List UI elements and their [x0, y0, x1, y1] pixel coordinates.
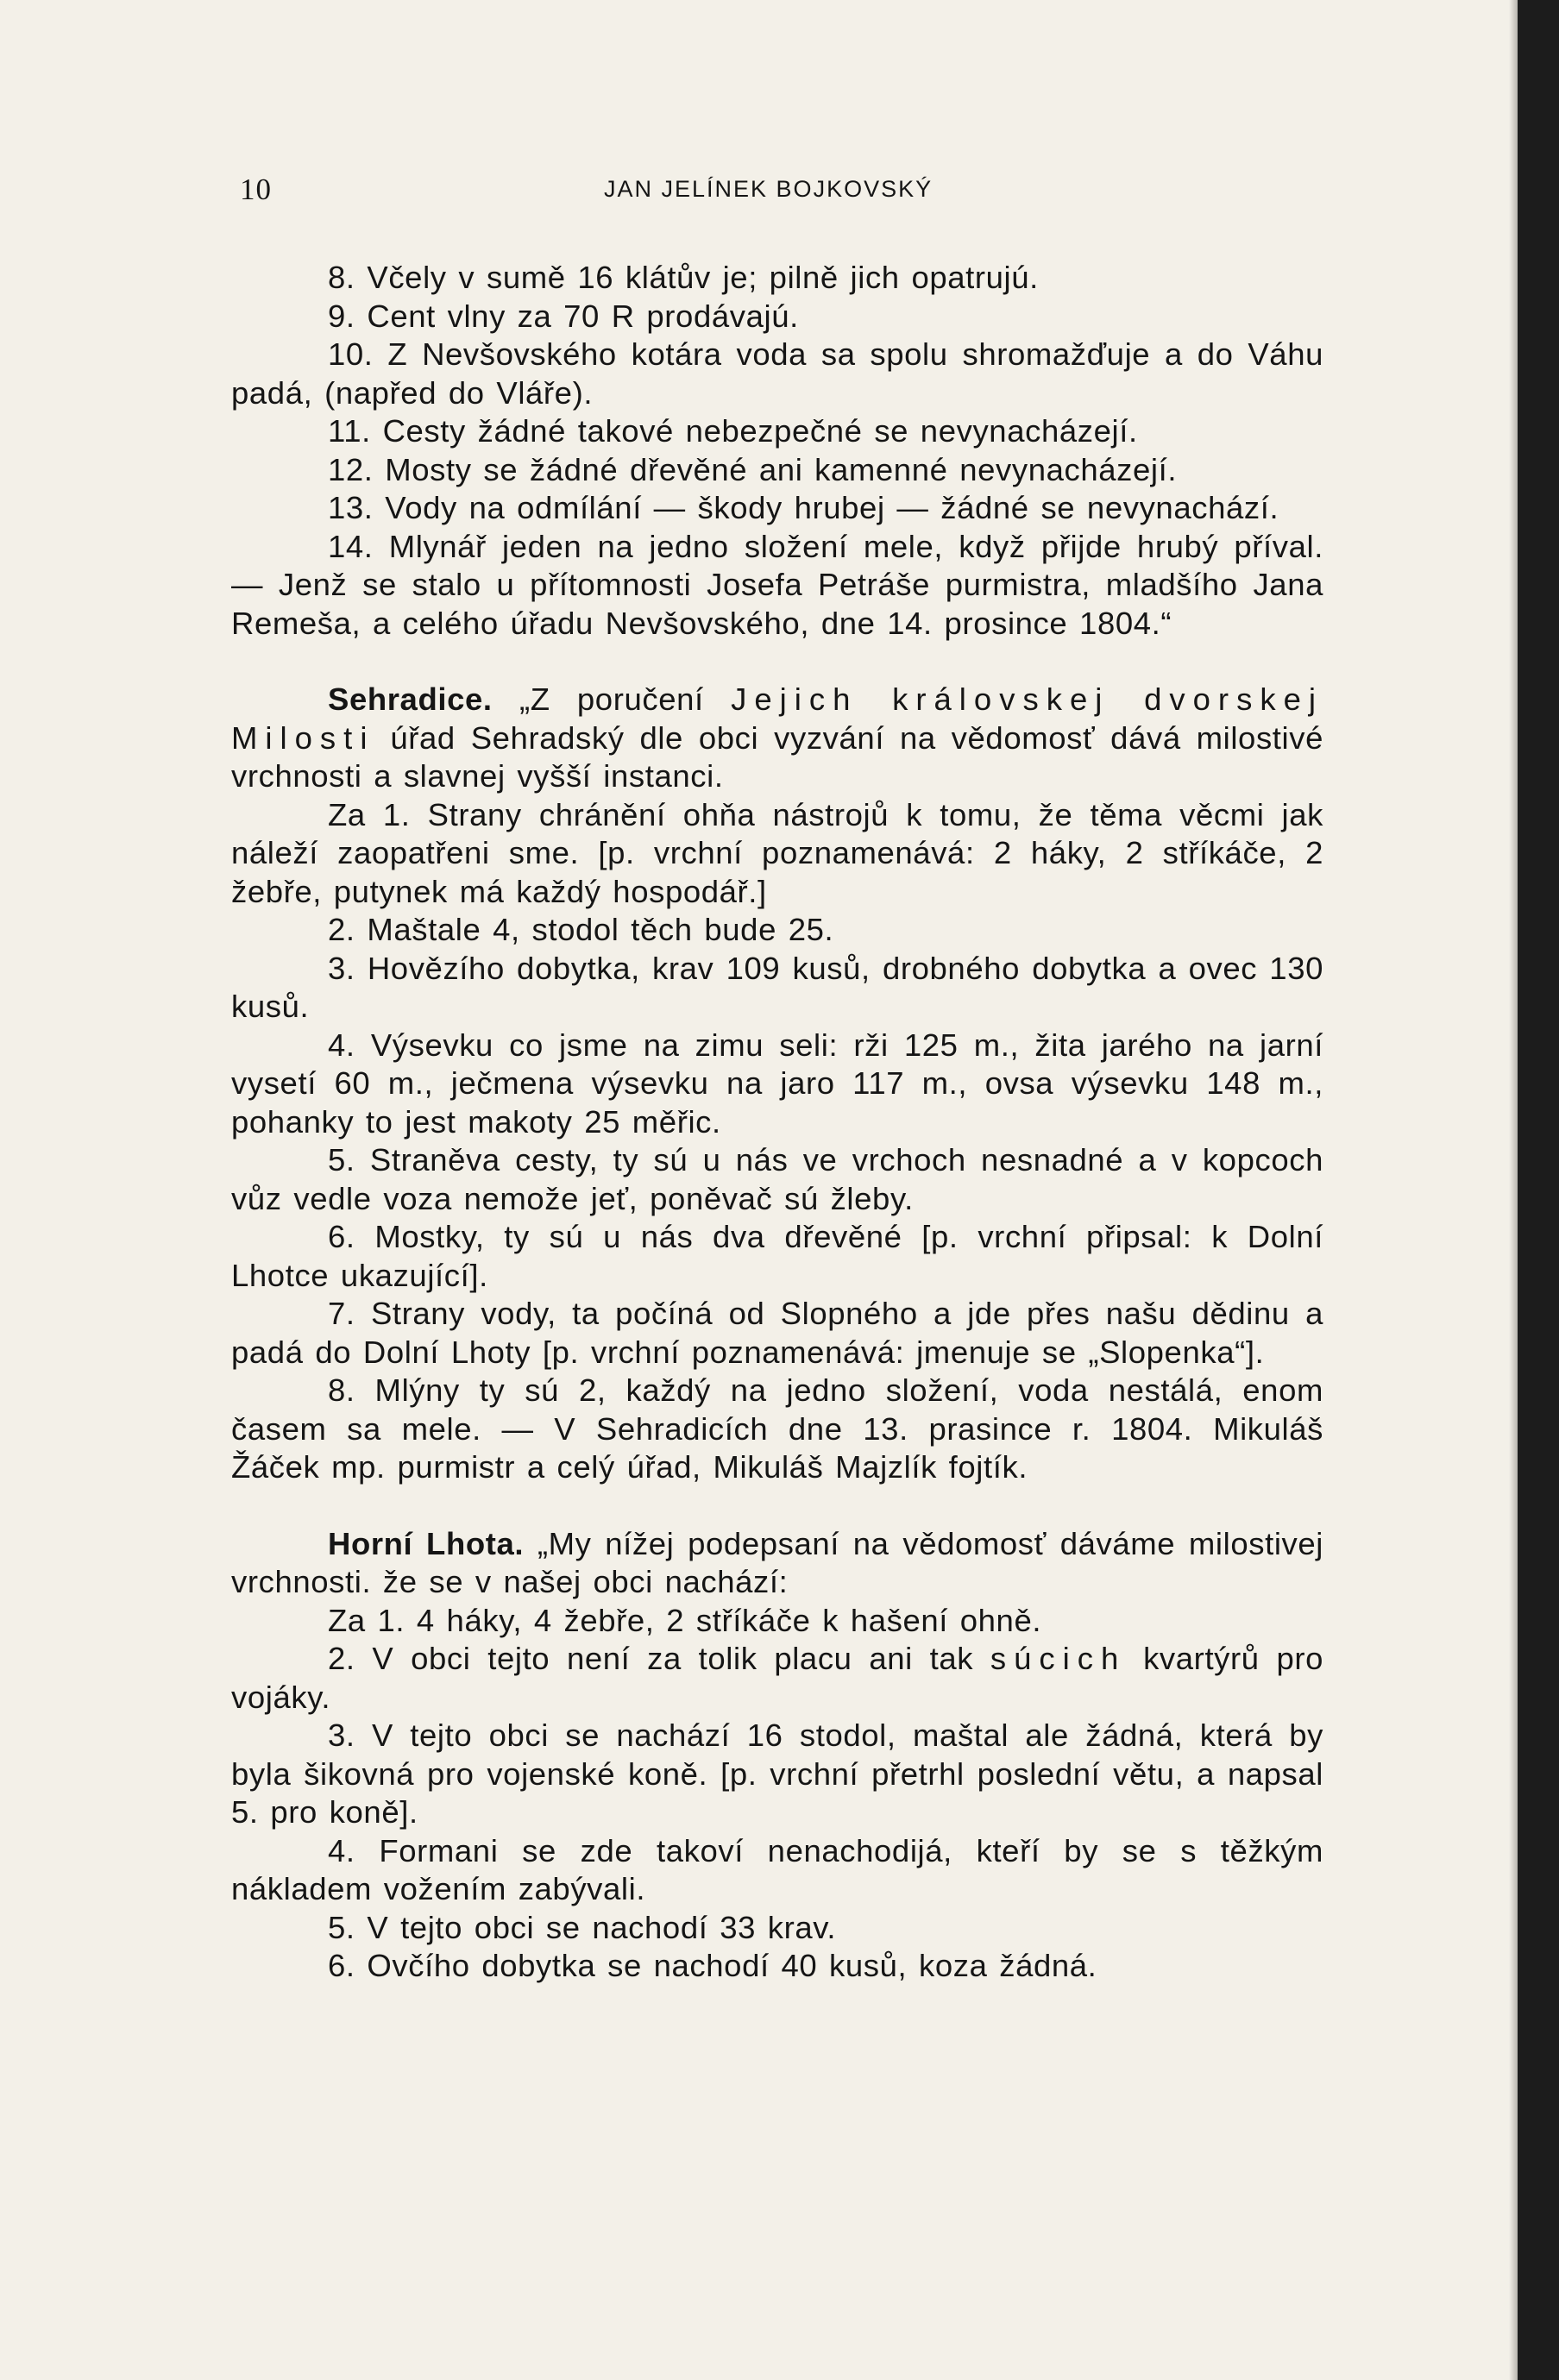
page-header: [0, 173, 1518, 216]
list-item: Za 1. Strany chránění ohňa nástrojů k tomu, že těma věcmi jak náleží zaopatřeni sme. [p. vrchní poznamenává: 2 háky, 2 stříkáče, 2 žebře, putynek má každý hospodář.]: [231, 796, 1323, 909]
list-item: 13. Vody na odmílání — škody hrubej — žádné se nevynachází.: [328, 490, 1279, 525]
list-item: 11. Cesty žádné takové nebezpečné se nevynacházejí.: [328, 413, 1138, 449]
list-item: 7. Strany vody, ta počíná od Slopného a jde přes našu dědinu a padá do Dolní Lhoty [p. vrchní poznamenává: jmenuje se „Slopenka“].: [231, 1296, 1323, 1370]
sehradice-intro-text-b: úřad Sehradský dle obci vyzvání na vědomosť dává milostivé vrchnosti a slavnej vyšší instanci.: [231, 719, 1323, 794]
section-heading-sehradice: Sehradice.: [328, 681, 493, 717]
list-item: 5. Straněva cesty, ty sú u nás ve vrchoch nesnadné a v kopcoch vůz vedle voza nemože jeť, poněvač sú žleby.: [231, 1142, 1323, 1216]
list-item: 2. Maštale 4, stodol těch bude 25.: [328, 912, 834, 947]
list-item: 8. Mlýny ty sú 2, každý na jedno složení, voda nestálá, enom časem sa mele. — V Sehradicích dne 13. prasince r. 1804. Mikuláš Žáček mp. purmistr a celý úřad, Mikuláš Majzlík fojtík.: [231, 1372, 1323, 1485]
list-item: 3. V tejto obci se nachází 16 stodol, maštal ale žádná, která by byla šikovná pro vojenské koně. [p. vrchní přetrhl poslední větu, a napsal 5. pro koně].: [231, 1717, 1323, 1830]
list-item: 6. Mostky, ty sú u nás dva dřevěné [p. vrchní připsal: k Dolní Lhotce ukazující].: [231, 1219, 1323, 1293]
horni-lhota-intro-text: „My nížej podepsaní na vědomosť dáváme milostivej vrchnosti. že se v našej obci nachází:: [231, 1525, 1323, 1599]
list-item: 6. Ovčího dobytka se nachodí 40 kusů, koza žádná.: [328, 1948, 1097, 1983]
list-item: 14. Mlynář jeden na jedno složení mele, když přijde hrubý příval. — Jenž se stalo u přítomnosti Josefa Petráše purmistra, mladšího Jana Remeša, a celého úřadu Nevšovského, dne 14. prosince 1804.“: [231, 528, 1323, 641]
sehradice-intro-text-a: „Z poručení: [492, 681, 732, 717]
list-item: 12. Mosty se žádné dřevěné ani kamenné nevynacházejí.: [328, 451, 1178, 487]
list-item: 3. Hovězího dobytka, krav 109 kusů, drobného dobytka a ovec 130 kusů.: [231, 950, 1323, 1024]
item-2-text-b: kvartýrů pro vojáky.: [231, 1641, 1323, 1715]
sehradice-intro-spaced: Jejich královskej dvorskej Milosti: [231, 681, 1323, 756]
sehradice-intro: [231, 681, 1323, 796]
list-item: 9. Cent vlny za 70 R prodávajú.: [328, 298, 799, 334]
list-item: 8. Včely v sumě 16 klátův je; pilně jich opatrujú.: [328, 260, 1039, 295]
list-item: 10. Z Nevšovského kotára voda sa spolu shromažďuje a do Váhu padá, (napřed do Vláře).: [231, 336, 1323, 411]
page-number: 10: [240, 173, 272, 206]
item-2-spaced: súcich: [990, 1641, 1127, 1676]
list-item: Za 1. 4 háky, 4 žebře, 2 stříkáče k hašení ohně.: [328, 1602, 1042, 1638]
section-heading-horni-lhota: Horní Lhota.: [328, 1525, 525, 1561]
item-2-text-a: 2. V obci tejto není za tolik placu ani tak: [328, 1641, 990, 1676]
page-edge-shadow: [1518, 0, 1559, 2380]
horni-lhota-intro: [231, 1525, 1323, 1602]
running-head: JAN JELÍNEK BOJKOVSKÝ: [604, 176, 934, 202]
list-item: [231, 1640, 1323, 1717]
list-item: 4. Formani se zde takoví nenachodijá, kteří by se s těžkým nákladem vožením zabývali.: [231, 1832, 1323, 1906]
list-item: 5. V tejto obci se nachodí 33 krav.: [328, 1909, 837, 1945]
list-item: 4. Výsevku co jsme na zimu seli: rži 125 m., žita jarého na jarní vysetí 60 m., ječmena výsevku na jaro 117 m., ovsa výsevku 148 m., pohanky to jest makoty 25 měřic.: [231, 1027, 1323, 1140]
page-body: [231, 259, 1323, 1986]
